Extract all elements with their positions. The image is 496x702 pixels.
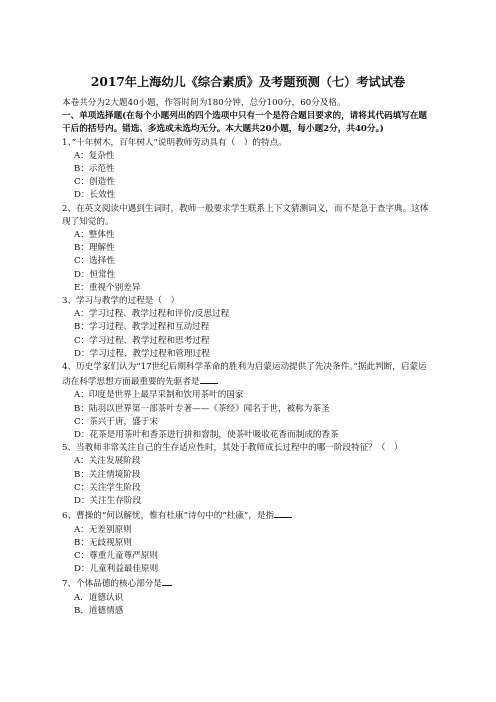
option-a: A．道德认识 <box>74 592 124 603</box>
question-stem: 5、当教师非常关注自己的生存适应性时，其处于教师成长过程中的哪一阶段特征？（ ） <box>62 443 403 454</box>
answer-blank <box>274 508 292 518</box>
question-7 <box>62 576 434 618</box>
question-stem-line <box>62 576 434 591</box>
question-4 <box>62 361 434 442</box>
answer-blank <box>162 576 172 586</box>
question-stem: 1、”十年树木，百年树人”说明教师劳动具有（ ）的特点。 <box>62 137 287 148</box>
option-a: A：学习过程、教学过程和评价/反思过程 <box>74 309 230 320</box>
option-b: B：学习过程、教学过程和互动过程 <box>74 322 210 333</box>
question-2 <box>62 203 434 295</box>
option-d: D：长效性 <box>74 190 116 201</box>
question-stem: 7、个体品德的核心部分是 <box>62 579 162 590</box>
option-a: A：无差别原则 <box>74 524 132 535</box>
question-1 <box>62 137 434 203</box>
question-stem: 2、在英文阅读中遇到生词时，教师一般要求学生联系上下文猜测词义，而不是急于查字典。这体现了知觉的。 <box>62 203 429 227</box>
option-a: A：整体性 <box>74 230 115 241</box>
option-b: B．道德情感 <box>74 605 124 616</box>
option-d: D：学习过程、教学过程和管理过程 <box>74 348 210 359</box>
question-6 <box>62 508 434 576</box>
option-b: B：示范性 <box>74 164 115 175</box>
option-d: D：儿童利益最佳原则 <box>74 564 159 575</box>
question-stem-line <box>62 508 434 523</box>
option-a: A：复杂性 <box>74 150 115 161</box>
option-b: B：陆羽以世界第一部茶叶专著——《茶经》闻名于世，被称为茶圣 <box>74 403 330 414</box>
option-c: C：尊重儿童尊严原则 <box>74 550 158 561</box>
option-d: D：恒常性 <box>74 269 116 280</box>
exam-intro: 本卷共分为2大题40小题，作答时间为180分钟，总分100分，60分及格。 <box>62 98 346 108</box>
answer-blank <box>200 374 218 384</box>
question-3 <box>62 295 434 361</box>
option-b: B：无歧视原则 <box>74 537 132 548</box>
question-stem-line <box>62 361 434 389</box>
option-c: C：茶兴于唐，盛于宋 <box>74 416 158 427</box>
option-b: B：关注情境阶段 <box>74 469 141 480</box>
question-stem: 6、曹操的“何以解忧，惟有杜康”诗句中的“杜康”，是指 <box>62 511 275 522</box>
option-c: C：创造性 <box>74 177 115 188</box>
document-content <box>62 74 434 618</box>
option-a: A：关注发展阶段 <box>74 456 141 467</box>
option-c: C：学习过程、教学过程和思考过程 <box>74 335 210 346</box>
option-c: C：选择性 <box>74 256 115 267</box>
option-e: E：重视个别差异 <box>74 282 141 293</box>
section-heading: 一、单项选择题(在每个小题列出的四个选项中只有一个是符合题目要求的，请将其代码填写在题干后的括号内。错选、多选或未选均无分。本大题共20小题，每小题2分，共40分。) <box>62 111 428 135</box>
option-d: D：关注生存阶段 <box>74 496 142 507</box>
option-a: A：印度是世界上最早采制和饮用茶叶的国家 <box>74 390 244 401</box>
option-c: C：关注学生阶段 <box>74 482 141 493</box>
option-d: D：花茶是用茶叶和香茶进行拼和窨制，使茶叶吸收花香而制成的香茶 <box>74 430 339 441</box>
question-stem: 3、学习与教学的过程是（ ） <box>62 296 180 307</box>
question-stem: 4、历史学家们认为“17世纪后期科学革命的胜利为启蒙运动提供了先决条件。”据此判断，启蒙运动在科学思想方面最重要的先驱者是 <box>62 362 427 388</box>
option-b: B：理解性 <box>74 243 115 254</box>
question-5 <box>62 442 434 508</box>
document-title: 2017年上海幼儿《综合素质》及考题预测（七）考试试卷 <box>90 75 406 89</box>
